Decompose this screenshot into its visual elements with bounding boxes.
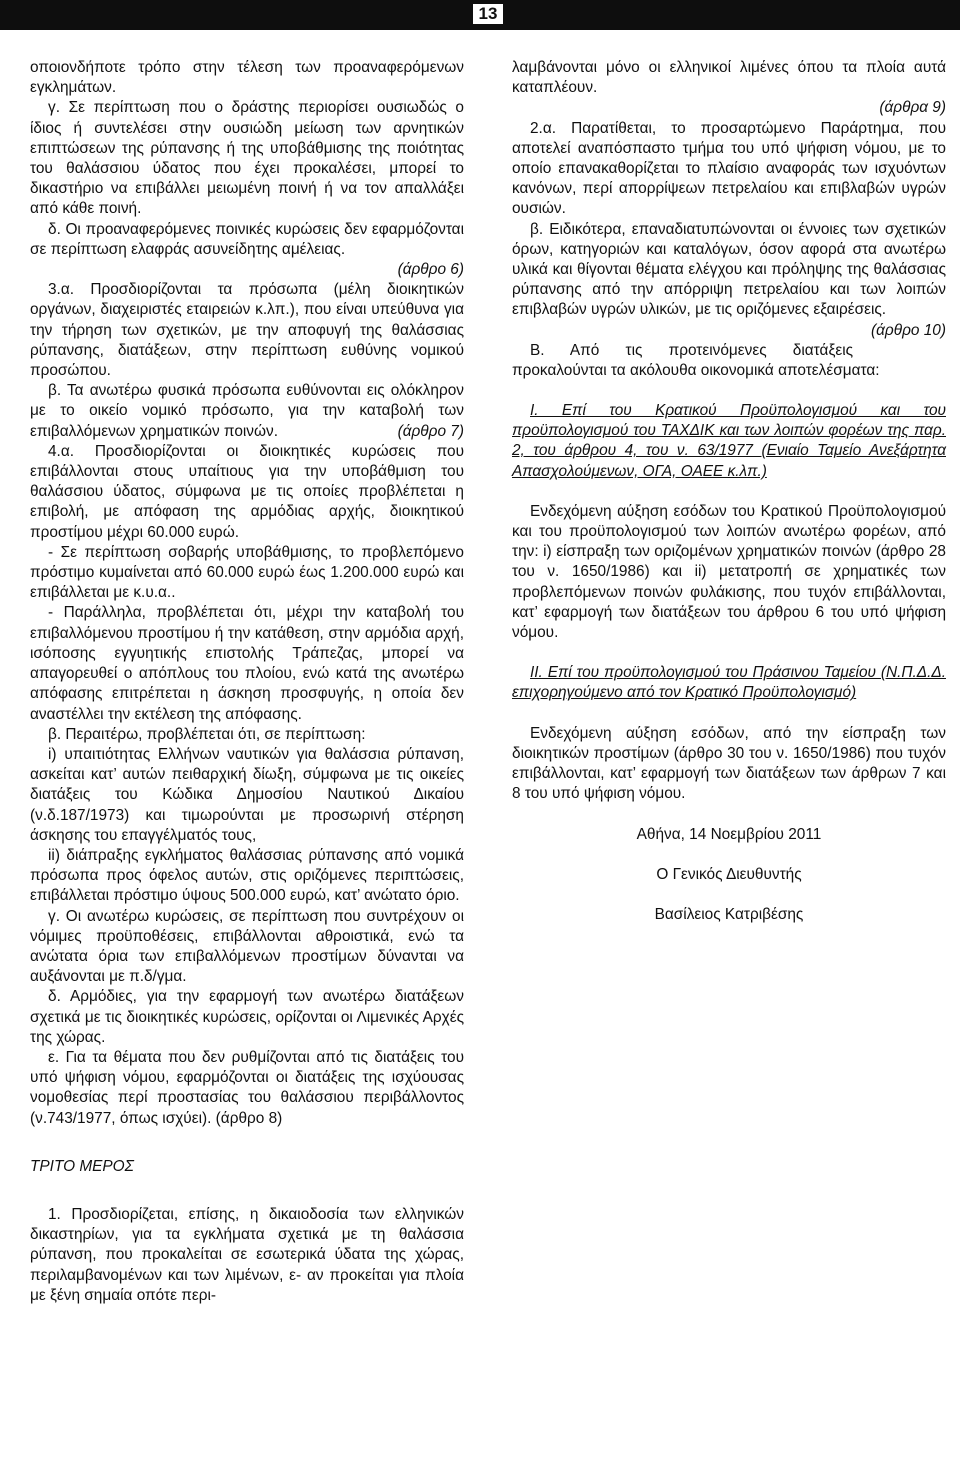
paragraph: 2.α. Παρατίθεται, το προσαρτώμενο Παράρτημα, που αποτελεί αναπόσπαστο τμήμα του υπό ψήφιση νόμου, με το οποίο επανακαθορίζεται το πλαίσιο αναφοράς των ισχυόντων κανόνων, περί απορρίψεων πετρελαίου και επιβλαβών υγρών ουσιών. — [512, 119, 946, 218]
paragraph: - Σε περίπτωση σοβαρής υποβάθμισης, το προβλεπόμενο πρόστιμο κυμαίνεται από 60.000 ευρώ έως 1.200.000 ευρώ και επιβάλλεται με κ.υ.α.. — [30, 543, 464, 602]
article-reference: (άρθρο 7) — [397, 422, 464, 440]
paragraph — [512, 220, 946, 339]
paragraph: β. Περαιτέρω, προβλέπεται ότι, σε περίπτωση: — [48, 725, 366, 743]
paragraph: 4.α. Προσδιορίζονται οι διοικητικές κυρώσεις που επιβάλλονται στους υπαίτιους για την υποβάθμιση του θαλάσσιου ύδατος, σύμφωνα με τις οποίες προβλέπεται η επιβολή, με απόφαση της αρμόδιας αρχής, διοικητικού προστίμου μέχρι 60.000 ευρώ. — [30, 442, 464, 541]
signature-date: Αθήνα, 14 Νοεμβρίου 2011 — [636, 825, 822, 843]
subsection-heading: Ι. Επί του Κρατικού Προϋπολογισμού και του προϋπολογισμού του ΤΑΧΔΙΚ και των λοιπών φορέων της παρ. 2, του άρθρου 4, του ν. 63/1977 (Ενιαίο Ταμείο Ανεξάρτητα Απασχολούμενων, ΟΓΑ, ΟΑΕΕ κ.λπ.) — [512, 402, 946, 480]
paragraph — [30, 381, 464, 442]
paragraph: Ενδεχόμενη αύξηση εσόδων, από την είσπραξη των διοικητικών προστίμων (άρθρο 30 του ν. 1650/1986) που τυχόν επιβάλλονται, κατ’ εφαρμογή των διατάξεων των άρθρων 7 και 8 του υπό ψήφιση νόμου. — [512, 724, 946, 803]
paragraph: i) υπαιτιότητας Ελλήνων ναυτικών για θαλάσσια ρύπανση, ασκείται κατ’ αυτών πειθαρχική δίωξη, σύμφωνα με τις οικείες διατάξεις του Κώδικα Δημοσίου Ναυτικού Δικαίου (ν.δ.187/1973) και τιμωρούνται με προσωρινή στέρηση άσκησης του επαγγέλματός τους, — [30, 745, 464, 844]
paragraph: Β. Από τις προτεινόμενες διατάξεις προκαλούνται τα ακόλουθα οικονομικά αποτελέσματα: — [512, 341, 880, 379]
paragraph: Ενδεχόμενη αύξηση εσόδων του Κρατικού Προϋπολογισμού και του προϋπολογισμού των λοιπών ανωτέρω φορέων, από την: i) είσπραξη των οριζομένων χρηματικών ποινών (άρθρο 28 του ν. 1650/1986) και ii) μετατροπή σε χρηματικές των προβλεπόμενων ποινών φυλάκισης, που τυχόν επιβάλλονται, κατ’ εφαρμογή των διατάξεων του άρθρου 6 του υπό ψήφιση νόμου. — [512, 502, 946, 642]
subsection-heading: ΙΙ. Επί του προϋπολογισμού του Πράσινου Ταμείου (Ν.Π.Δ.Δ. επιχορηγούμενο από τον Κρατικό Προϋπολογισμό) — [512, 664, 946, 702]
left-column — [30, 58, 464, 1306]
paragraph: λαμβάνονται μόνο οι ελληνικοί λιμένες όπου τα πλοία αυτά καταπλέουν. — [512, 59, 946, 97]
paragraph: 3.α. Προσδιορίζονται τα πρόσωπα (μέλη διοικητικών οργάνων, διαχειριστές εταιρειών κ.λπ.), που είναι υπεύθυνα για την τήρηση των σχετικών, με την αποφυγή της θαλάσσιας ρύπανσης, διατάξεων, στην περίπτωση ευθύνης νομικού προσώπου. — [30, 281, 464, 380]
paragraph-text: ε. Για τα θέματα που δεν ρυθμίζονται από τις διατάξεις του υπό ψήφιση νόμου, εφαρμόζονται οι διατάξεις της ισχύουσας νομοθεσίας περί προστασίας του θαλάσσιου περιβάλλοντος (ν.743/1977, όπως ισχύει). — [30, 1048, 464, 1127]
paragraph: γ. Οι ανωτέρω κυρώσεις, σε περίπτωση που συντρέχουν οι νόμιμες προϋποθέσεις, επιβάλλονται αθροιστικά, ενώ τα ανώτατα όρια των επιβαλλόμενων προστίμων δύνανται να αυξάνονται με π.δ/γμα. — [30, 907, 464, 986]
page-number: 13 — [473, 4, 503, 24]
section-heading: ΤΡΙΤΟ ΜΕΡΟΣ — [30, 1157, 134, 1175]
signatory-name: Βασίλειος Κατριβέσης — [654, 905, 804, 923]
paragraph: ii) διάπραξης εγκλήματος θαλάσσιας ρύπανσης από νομικά πρόσωπα προς όφελος αυτών, στις οριζόμενες περιπτώσεις, επιβάλλεται πρόστιμο ύψους 500.000 ευρώ, κατ’ ανώτατο όριο. — [30, 846, 464, 905]
paragraph: δ. Οι προαναφερόμενες ποινικές κυρώσεις δεν εφαρμόζονται σε περίπτωση ελαφράς ασυνείδητης αμέλειας. — [30, 220, 464, 258]
article-reference: (άρθρο 8) — [215, 1109, 283, 1127]
article-reference: (άρθρο 10) — [871, 321, 946, 339]
paragraph — [30, 1048, 464, 1129]
paragraph: γ. Σε περίπτωση που ο δράστης περιορίσει ουσιωδώς ο ίδιος ή συντελέσει στην ουσιώδη μείωση των αρνητικών επιπτώσεων της ρύπανσης ή της υποβάθμισης της ποιότητας του θαλάσσιου ύδατος που έχει προκαλέσει, μπορεί το δικαστήριο να επιβάλλει μειωμένη ποινή ή να τον απαλλάξει από κάθε ποινή. — [30, 99, 464, 218]
paragraph: 1. Προσδιορίζεται, επίσης, η δικαιοδοσία των ελληνικών δικαστηρίων, για τα εγκλήματα σχετικά με τη θαλάσσια ρύπανση, που προκαλείται σε εσωτερικά ύδατα της χώρας, περιλαμβανομένων και των λιμένων, ε- αν προκείται για πλοία με ξένη σημαία οπότε περι- — [30, 1205, 464, 1304]
paragraph-text: β. Ειδικότερα, επαναδιατυπώνονται οι έννοιες των σχετικών όρων, κατηγοριών και καταλόγων, όσον αφορά στα ανωτέρω υλικά και θίγονται θέματα ελέγχου και πρόληψης της θαλάσσιας ρύπανσης από την απόρριψη πετρελαίου και των λοιπών επιβλαβών υγρών υλικών, με τις οριζόμενες εξαιρέσεις. — [512, 220, 946, 319]
paragraph: - Παράλληλα, προβλέπεται ότι, μέχρι την καταβολή του επιβαλλόμενου προστίμου ή την κατάθεση, στην αρμόδια αρχή, ισόποσης εγγυητικής επιστολής Τράπεζας, μπορεί να απαγορευθεί ο απόπλους του πλοίου, ενώ κατά της ανωτέρω απόφασης επιτρέπεται η άσκηση προσφυγής, η οποία δεν αναστέλλει την εκτέλεση της απόφασης. — [30, 604, 464, 723]
paragraph-text: β. Τα ανωτέρω φυσικά πρόσωπα ευθύνονται εις ολόκληρον με το οικείο νομικό πρόσωπο, για την καταβολή των επιβαλλόμενων χρηματικών ποινών. — [30, 382, 464, 440]
paragraph: οποιονδήποτε τρόπο στην τέλεση των προαναφερόμενων εγκλημάτων. — [30, 59, 464, 97]
signatory-title: Ο Γενικός Διευθυντής — [656, 865, 802, 883]
right-column — [512, 58, 946, 925]
paragraph: δ. Αρμόδιες, για την εφαρμογή των ανωτέρω διατάξεων σχετικά με τις διοικητικές κυρώσεις, ορίζονται οι Λιμενικές Αρχές της χώρας. — [30, 988, 464, 1046]
article-reference: (άρθρα 9) — [879, 99, 946, 117]
article-reference: (άρθρο 6) — [397, 261, 464, 279]
